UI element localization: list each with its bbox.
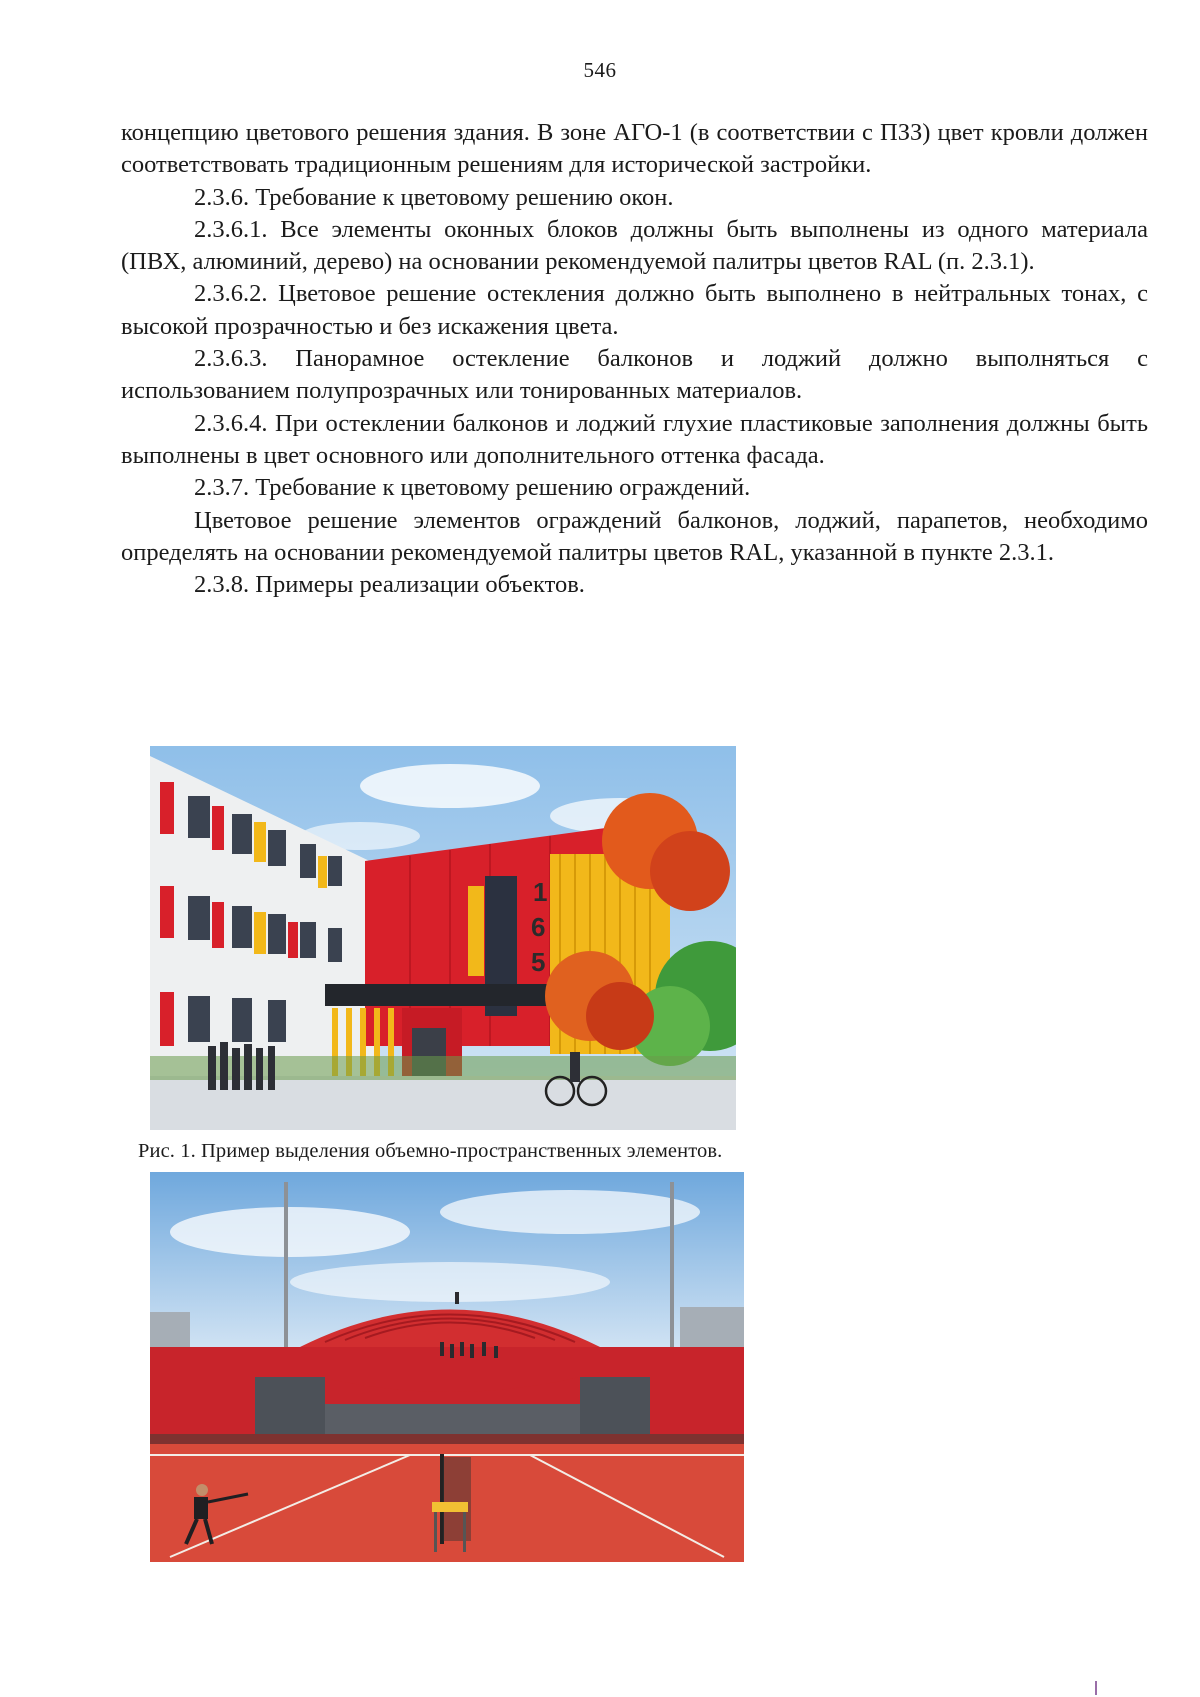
svg-text:5: 5 bbox=[531, 947, 546, 977]
svg-text:1: 1 bbox=[533, 877, 548, 907]
section-2-3-7-heading: 2.3.7. Требование к цветовому решению ограждений. bbox=[194, 474, 751, 502]
svg-text:6: 6 bbox=[531, 912, 546, 942]
figure-tennis-court bbox=[150, 1172, 744, 1562]
figure-caption: Рис. 1. Пример выделения объемно-пространственных элементов. bbox=[138, 1140, 723, 1162]
paragraph-roof-continued: концепцию цветового решения здания. В зоне АГО-1 (в соответствии с ПЗЗ) цвет кровли должен соответствовать традиционным решениям для исторической застройки. bbox=[121, 119, 1148, 179]
section-2-3-6-heading: 2.3.6. Требование к цветовому решению окон. bbox=[194, 183, 674, 211]
paragraph-2-3-6-3: 2.3.6.3. Панорамное остекление балконов и лоджий должно выполняться с использованием полупрозрачных или тонированных материалов. bbox=[121, 345, 1148, 405]
paragraph-2-3-6-1: 2.3.6.1. Все элементы оконных блоков должны быть выполнены из одного материала (ПВХ, алюминий, дерево) на основании рекомендуемой палитры цветов RAL (п. 2.3.1). bbox=[121, 215, 1148, 276]
paragraph-railings: Цветовое решение элементов ограждений балконов, лоджий, парапетов, необходимо определять на основании рекомендуемой палитры цветов RAL, указанной в пункте 2.3.1. bbox=[121, 506, 1148, 566]
page-number: 546 bbox=[583, 58, 617, 82]
paragraph-2-3-6-4: 2.3.6.4. При остеклении балконов и лоджий глухие пластиковые заполнения должны быть выполнены в цвет основного или дополнительного оттенка фасада. bbox=[121, 409, 1148, 469]
paragraph-2-3-6-2: 2.3.6.2. Цветовое решение остекления должно быть выполнено в нейтральных тонах, с высокой прозрачностью и без искажения цвета. bbox=[121, 280, 1148, 340]
page-edge-mark bbox=[1095, 1681, 1097, 1695]
section-2-3-8-heading: 2.3.8. Примеры реализации объектов. bbox=[194, 571, 585, 599]
body-text bbox=[121, 117, 1148, 601]
figure-school-building bbox=[150, 746, 736, 1130]
